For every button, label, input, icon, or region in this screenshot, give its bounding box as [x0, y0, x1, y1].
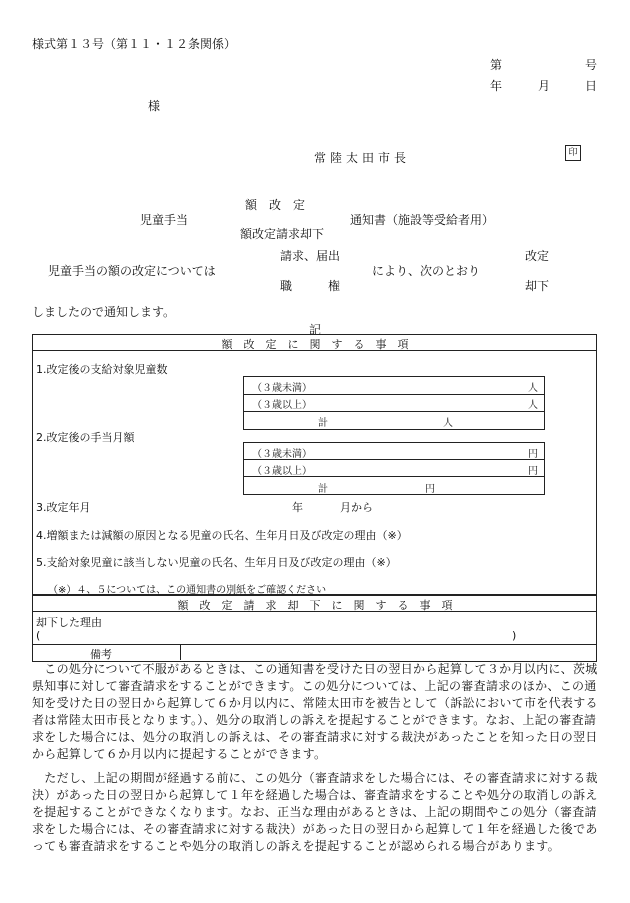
date-month: 月 [538, 79, 551, 93]
rejection-reason-open-paren: ( [36, 629, 41, 642]
child-count-total-label: 計 [318, 418, 328, 429]
item-1-label: 1.改定後の支給対象児童数 [36, 363, 168, 376]
intro-lead: 児童手当の額の改定については [48, 264, 216, 278]
item-3-label: 3.改定年月 [36, 501, 91, 514]
rejection-reason-label: 却下した理由 [36, 616, 102, 629]
amount-total-unit: 円 [425, 484, 435, 495]
ki-heading: 記 [309, 323, 322, 337]
reason-option-ex-officio: 職 権 [280, 279, 341, 293]
child-count-under3-unit: 人 [528, 383, 538, 394]
title-option-kyakka: 額改定請求却下 [240, 227, 325, 241]
title-option-kaitei: 額 改 定 [245, 198, 306, 212]
section-kaitei-header: 額 改 定 に 関 す る 事 項 [221, 338, 409, 351]
amount-over3-unit: 円 [528, 466, 538, 477]
item-3-year: 年 [292, 501, 303, 514]
appeal-notice-paragraph-1: この処分について不服があるときは、この通知書を受けた日の翌日から起算して３か月以内に、茨城県知事に対して審査請求をすることができます。この処分については、上記の審査請求のほか、この通知を受けた日の翌日から起算して６か月以内に、常陸太田市を被告として（訴訟において市を代表する者は常陸太田市長となります。）、処分の取消しの訴えを提起することができます。なお、上記の審査請求をした場合には、処分の取消しの訴えは、その審査請求に対する裁決があったことを知った日の翌日から起算して６か月以内に提起することができます。 [32, 662, 598, 761]
result-option-kaitei: 改定 [525, 249, 550, 263]
amount-total-label: 計 [318, 484, 328, 495]
recipient-honorific: 様 [148, 99, 161, 113]
section-kyakka-header: 額 改 定 請 求 却 下 に 関 す る 事 項 [177, 599, 453, 612]
child-count-over3-label: （３歳以上） [252, 400, 312, 411]
date-year: 年 [490, 79, 503, 93]
item-3-month: 月から [340, 501, 373, 514]
item-4-label: 4.増額または減額の原因となる児童の氏名、生年月日及び改定の理由（※） [36, 529, 408, 542]
remarks-label: 備考 [90, 648, 112, 661]
child-count-over3-unit: 人 [528, 400, 538, 411]
item-5-label: 5.支給対象児童に該当しない児童の氏名、生年月日及び改定の理由（※） [36, 556, 397, 569]
amount-under3-label: （３歳未満） [252, 449, 312, 460]
intro-closing: しましたので通知します。 [32, 305, 176, 319]
date-day: 日 [585, 79, 598, 93]
amount-under3-unit: 円 [528, 449, 538, 460]
issuer-name: 常陸太田市長 [314, 151, 411, 165]
appeal-notice-paragraph-2: ただし、上記の期間が経過する前に、この処分（審査請求をした場合には、その審査請求に対する裁決）があった日の翌日から起算して１年を経過した場合は、審査請求をすることや処分の取消しの訴えを提起することができなくなります。なお、正当な理由があるときは、上記の期間やこの処分（審査請求をした場合には、その審査請求に対する裁決）があった日の翌日から起算して１年を経過した後であっても審査請求をすることや処分の取消しの訴えを提起することが認められる場合があります。 [32, 771, 598, 853]
amount-over3-label: （３歳以上） [252, 466, 312, 477]
child-count-under3-label: （３歳未満） [252, 383, 312, 394]
item-2-label: 2.改定後の手当月額 [36, 431, 135, 444]
seal-mark: 印 [565, 145, 581, 161]
document-number-prefix: 第 [490, 58, 503, 72]
child-count-total-unit: 人 [443, 418, 453, 429]
document-number-suffix: 号 [585, 58, 598, 72]
intro-middle: により、次のとおり [372, 264, 481, 278]
result-option-kyakka: 却下 [525, 279, 550, 293]
title-prefix: 児童手当 [140, 213, 189, 227]
rejection-reason-close-paren: ) [512, 629, 517, 642]
note-label: （※）４、５については、この通知書の別紙をご確認ください [48, 585, 327, 596]
form-number: 様式第１３号（第１１・１２条関係） [32, 37, 237, 51]
title-suffix: 通知書（施設等受給者用） [350, 213, 495, 227]
reason-option-request: 請求、届出 [280, 249, 341, 263]
